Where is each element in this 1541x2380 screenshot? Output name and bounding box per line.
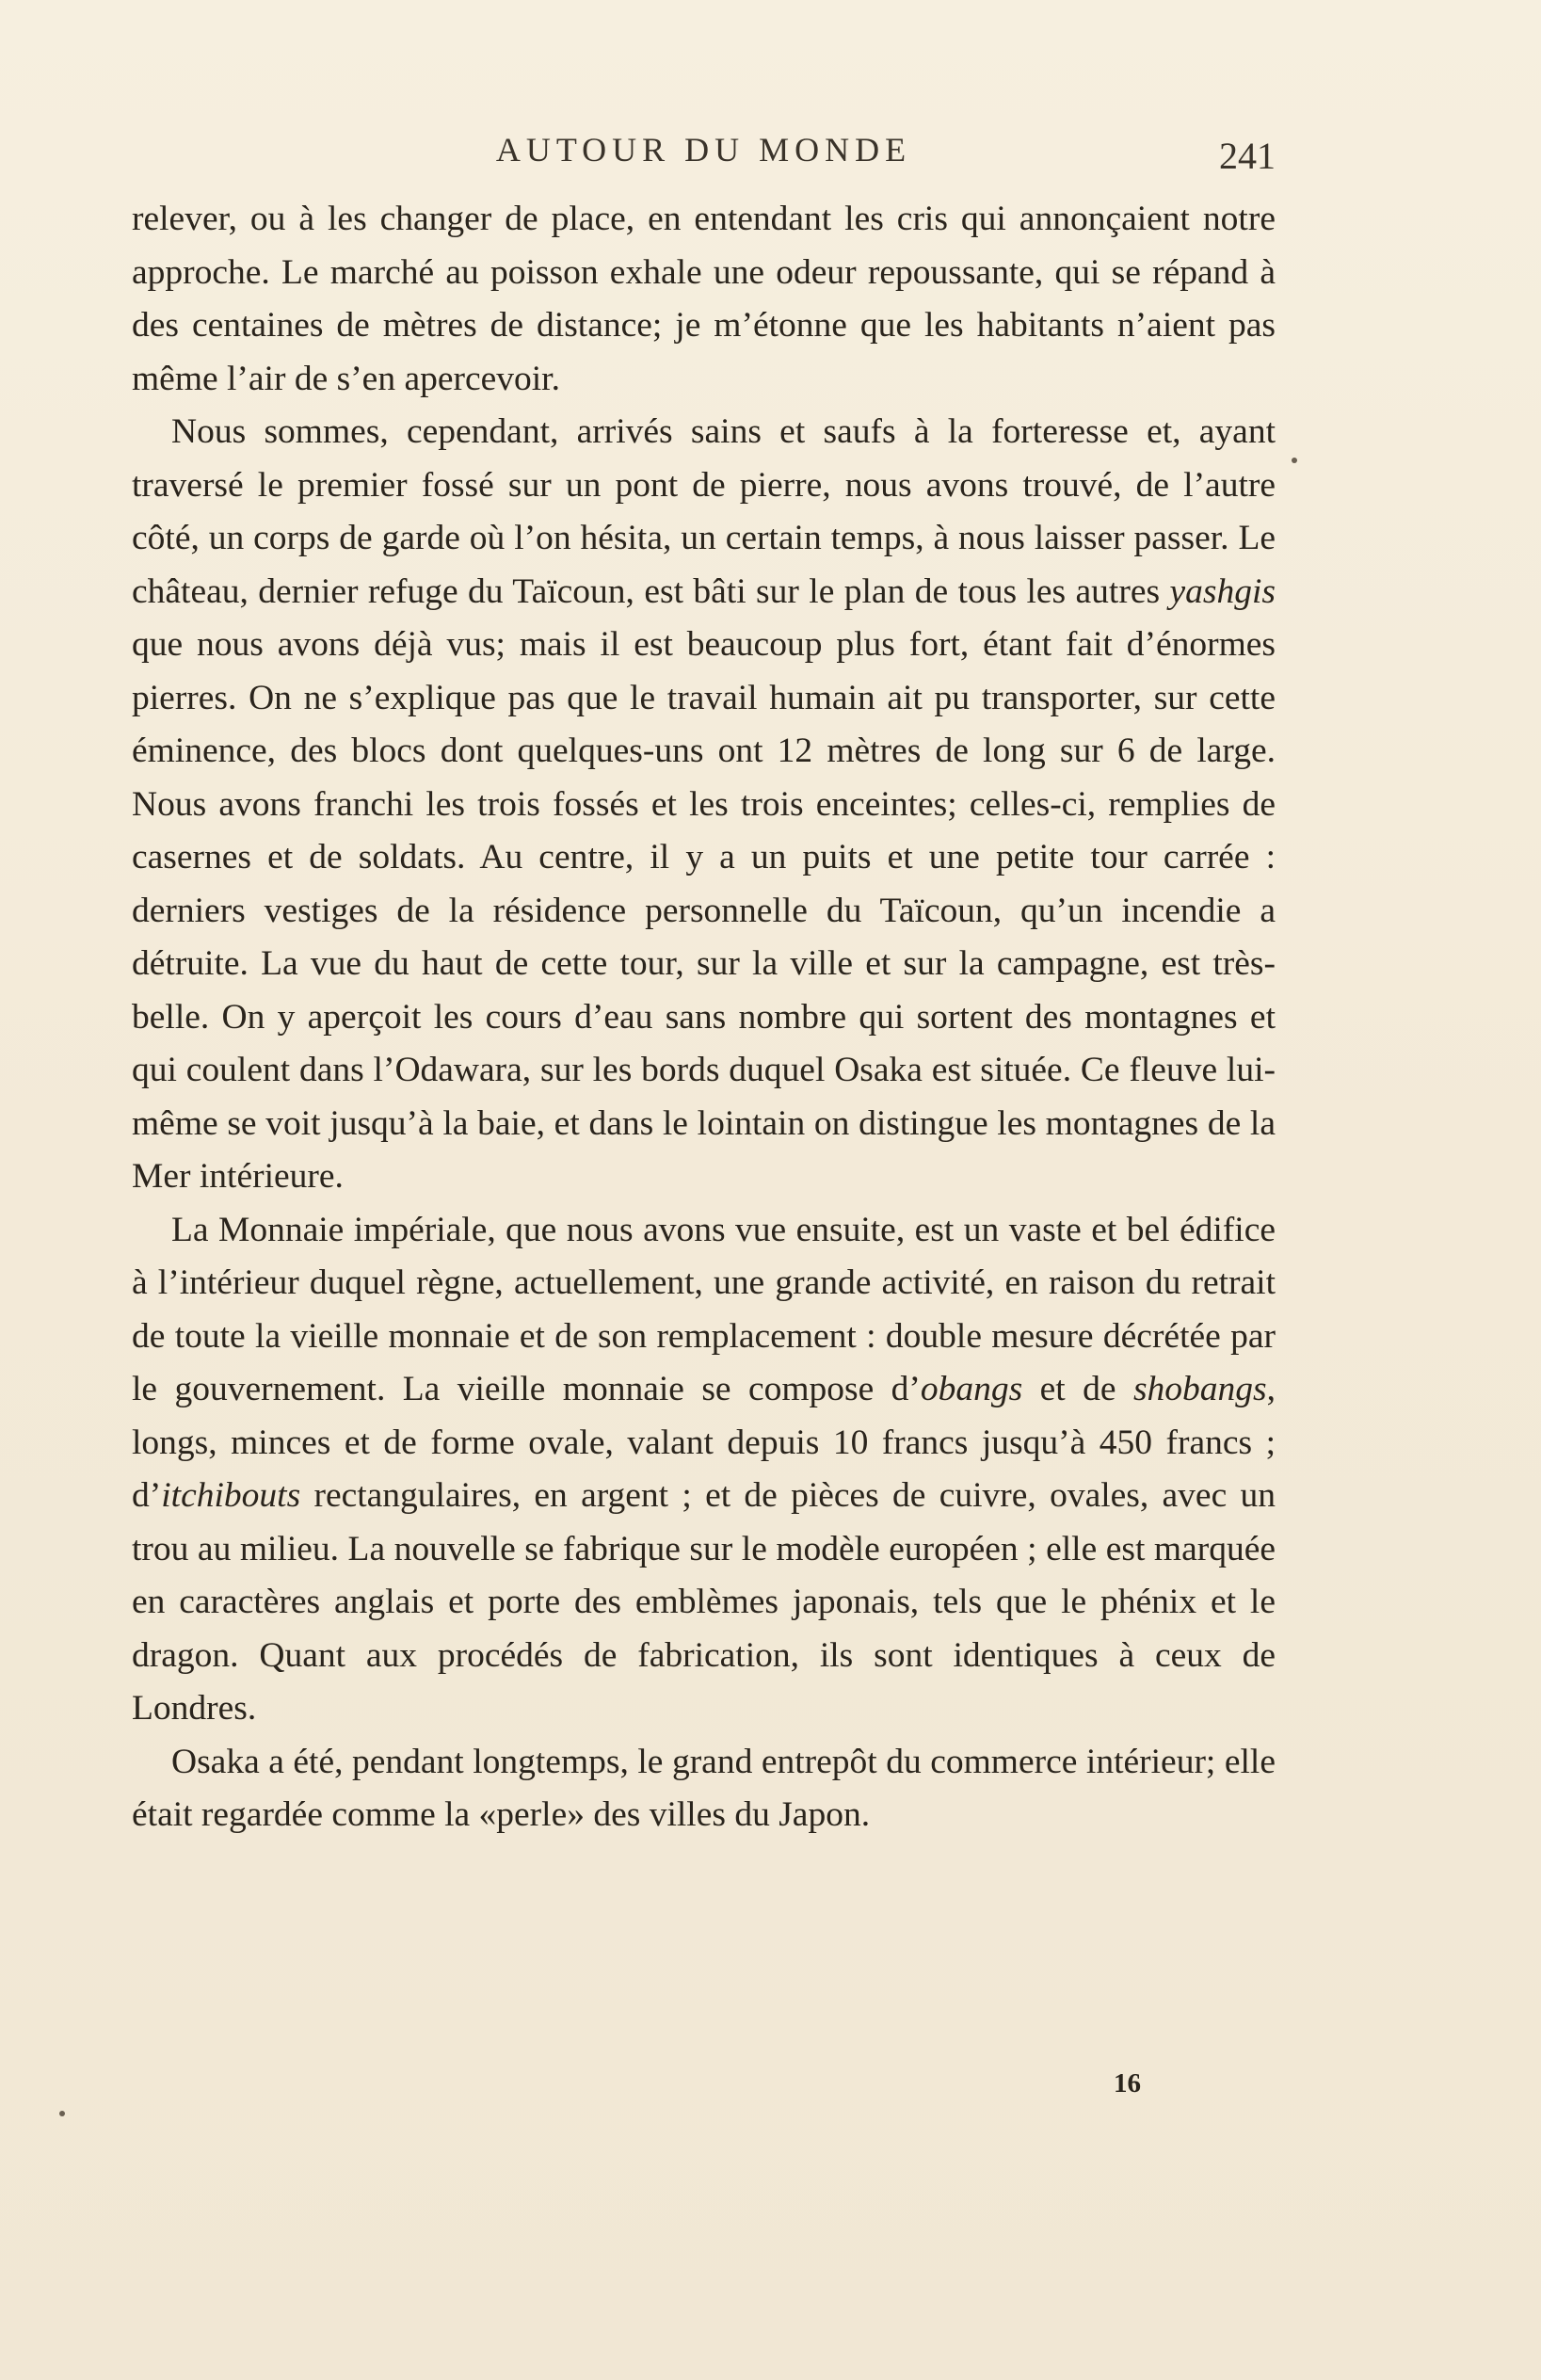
running-title: AUTOUR DU MONDE [495, 131, 912, 169]
paragraph [132, 1204, 1276, 1736]
italic-term: yashgis [1169, 571, 1276, 611]
signature-mark: 16 [1114, 2068, 1141, 2099]
page-header [132, 130, 1276, 177]
paragraph [132, 406, 1276, 1204]
text-run: relever, ou à les changer de place, en entendant les cris qui annonçaient notre approche. Le marché au poisson exhale une odeur repoussante, qui se répand à des centaines de mètres de distance; je m’étonne que les habitants n’aient pas même l’air de s’en apercevoir. [132, 200, 1276, 398]
paragraph [132, 1736, 1276, 1842]
italic-term: obangs [920, 1370, 1023, 1408]
italic-term: shobangs [1132, 1370, 1267, 1408]
text-run: , longs, minces et de forme ovale, valant depuis 10 francs jusqu’à 450 francs ; d’ [132, 1370, 1276, 1515]
text-run: et de [1022, 1370, 1133, 1408]
text-run: rectangulaires, en argent ; et de pièces de cuivre, ovales, avec un trou au milieu. La nouvelle se fabrique sur le modèle européen ; elle est marquée en caractères anglais et porte des emblèmes japonais, tels que le phénix et le dragon. Quant aux procédés de fabrication, ils sont identiques à ceux de Londres. [132, 1476, 1276, 1728]
body-text [132, 193, 1276, 1842]
text-run: La Monnaie impériale, que nous avons vue ensuite, est un vaste et bel édifice à l’intérieur duquel règne, actuellement, une grande activité, en raison du retrait de toute la vieille monnaie et de son remplacement : double mesure décrétée par le gouvernement. La vieille monnaie se compose d’ [132, 1210, 1276, 1408]
text-run: Nous sommes, cependant, arrivés sains et saufs à la forteresse et, ayant traversé le premier fossé sur un pont de pierre, nous avons trouvé, de l’autre côté, un corps de garde où l’on hésita, un certain temps, à nous laisser passer. Le château, dernier refuge du Taïcoun, est bâti sur le plan de tous les autres [132, 412, 1276, 611]
page-number: 241 [1219, 135, 1276, 177]
text-run: que nous avons déjà vus; mais il est beaucoup plus fort, étant fait d’énormes pierres. On ne s’explique pas que le travail humain ait pu transporter, sur cette éminence, des blocs dont quelques-uns ont 12 mètres de long sur 6 de large. Nous avons franchi les trois fossés et les trois enceintes; celles-ci, remplies de casernes et de soldats. Au centre, il y a un puits et une petite tour carrée : derniers vestiges de la résidence personnelle du Taïcoun, qu’un incendie a détruite. La vue du haut de cette tour, sur la ville et sur la campagne, est très-belle. On y aperçoit les cours d’eau sans nombre qui sortent des montagnes et qui coulent dans l’Odawara, sur les bords duquel Osaka est située. Ce fleuve lui-même se voit jusqu’à la baie, et dans le lointain on distingue les montagnes de la Mer intérieure. [132, 625, 1276, 1196]
text-run: Osaka a été, pendant longtemps, le grand entrepôt du commerce intérieur; elle était regardée comme la «perle» des villes du Japon. [132, 1742, 1276, 1834]
paragraph [132, 193, 1276, 406]
italic-term: itchibouts [161, 1476, 301, 1515]
paper-speck [1292, 458, 1297, 463]
paper-speck [59, 2111, 65, 2116]
